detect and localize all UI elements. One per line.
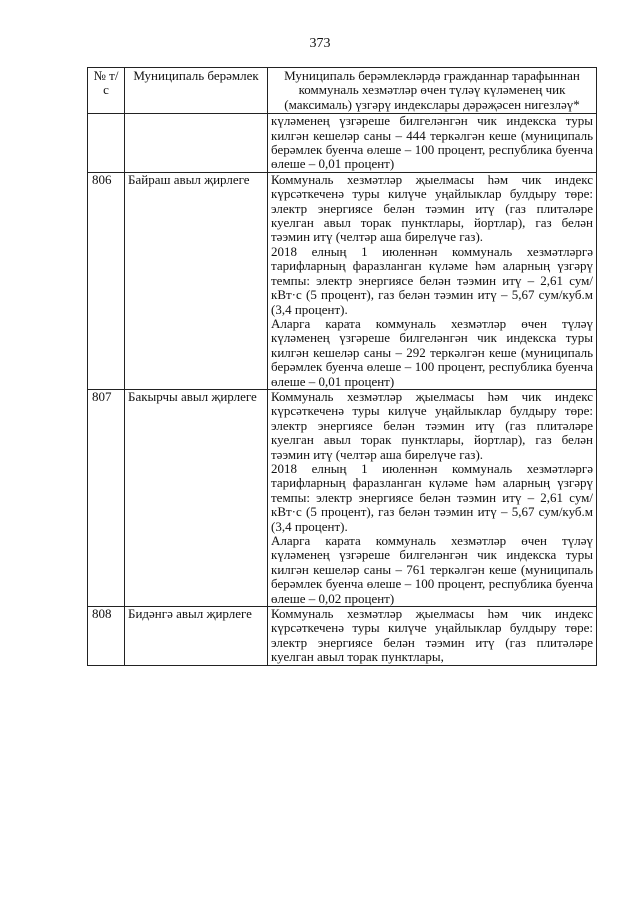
amenities-paragraph: Коммуналь хезмәтләр җыелмасы һәм чик индекс күрсәткеченә туры килүче уңайлыклар булдыру төре: электр энергиясе белән тәэмин итү (газ плитәләре куелган авыл торак пунктлары, йортлар), газ белән тәэмин итү (челтәр аша бирелүче газ). [271, 171, 593, 245]
municipality-name: Бидәнгә авыл җирлеге [125, 607, 268, 666]
population-paragraph: Аларга карата коммуналь хезмәтләр өчен түләү күләменең үзгәреше билгеләнгән чик индекска туры килгән кешеләр саны – 292 теркәлгән кеше (муниципаль берәмлек буенча өлеше – 100 процент, республика буенча өлеше – 0,01 процент) [271, 315, 593, 389]
tariffs-paragraph: 2018 елның 1 июленнән коммуналь хезмәтләргә тарифларның фаразланган күләме һәм аларның үзгәрү темпы: электр энергиясе белән тәэмин итү – 2,61 сум/кВт·с (5 процент), газ белән тәэмин итү – 5,67 сум/куб.м (3,4 процент). [271, 460, 593, 534]
tariffs-paragraph: 2018 елның 1 июленнән коммуналь хезмәтләргә тарифларның фаразланган күләме һәм аларның үзгәрү темпы: электр энергиясе белән тәэмин итү – 2,61 сум/кВт·с (5 процент), газ белән тәэмин итү – 5,67 сум/куб.м (3,4 процент). [271, 243, 593, 317]
empty-cell [88, 114, 125, 173]
continuation-text: күләменең үзгәреше билгеләнгән чик индекска туры килгән кешеләр саны – 444 теркәлгән кеше (муниципаль берәмлек буенча өлеше – 100 процент, республика буенча өлеше – 0,01 процент) [268, 114, 597, 173]
amenities-paragraph: Коммуналь хезмәтләр җыелмасы һәм чик индекс күрсәткеченә туры килүче уңайлыклар булдыру төре: электр энергиясе белән тәэмин итү (газ плитәләре куелган авыл торак пунктлары, [271, 606, 593, 665]
header-municipality: Муниципаль берәмлек [125, 68, 268, 114]
municipality-name: Байраш авыл җирлеге [125, 172, 268, 389]
municipal-index-table [87, 67, 597, 666]
header-number: № т/с [88, 68, 125, 114]
row-description [268, 607, 597, 666]
row-number: 808 [88, 607, 125, 666]
row-description [268, 172, 597, 389]
population-paragraph: Аларга карата коммуналь хезмәтләр өчен түләү күләменең үзгәреше билгеләнгән чик индекска туры килгән кешеләр саны – 761 теркәлгән кеше (муниципаль берәмлек буенча өлеше – 100 процент, республика буенча өлеше – 0,02 процент) [271, 533, 593, 606]
row-description [268, 389, 597, 606]
table-row [88, 607, 597, 666]
empty-cell [125, 114, 268, 173]
municipality-name: Бакырчы авыл җирлеге [125, 389, 268, 606]
row-number: 807 [88, 389, 125, 606]
header-justification: Муниципаль берәмлекләрдә гражданнар тарафыннан коммуналь хезмәтләр өчен түләү күләменең чик (максималь) үзгәрү индекслары дәрәҗәсен нигезләү* [268, 68, 597, 114]
table-row [88, 172, 597, 389]
table-header-row [88, 68, 597, 114]
page-number: 373 [309, 36, 331, 51]
table-row [88, 389, 597, 606]
amenities-paragraph: Коммуналь хезмәтләр җыелмасы һәм чик индекс күрсәткеченә туры килүче уңайлыклар булдыру төре: электр энергиясе белән тәэмин итү (газ плитәләре куелган авыл торак пунктлары, йортлар), газ белән тәэмин итү (челтәр аша бирелүче газ). [271, 388, 593, 462]
row-number: 806 [88, 172, 125, 389]
table-row [88, 114, 597, 173]
